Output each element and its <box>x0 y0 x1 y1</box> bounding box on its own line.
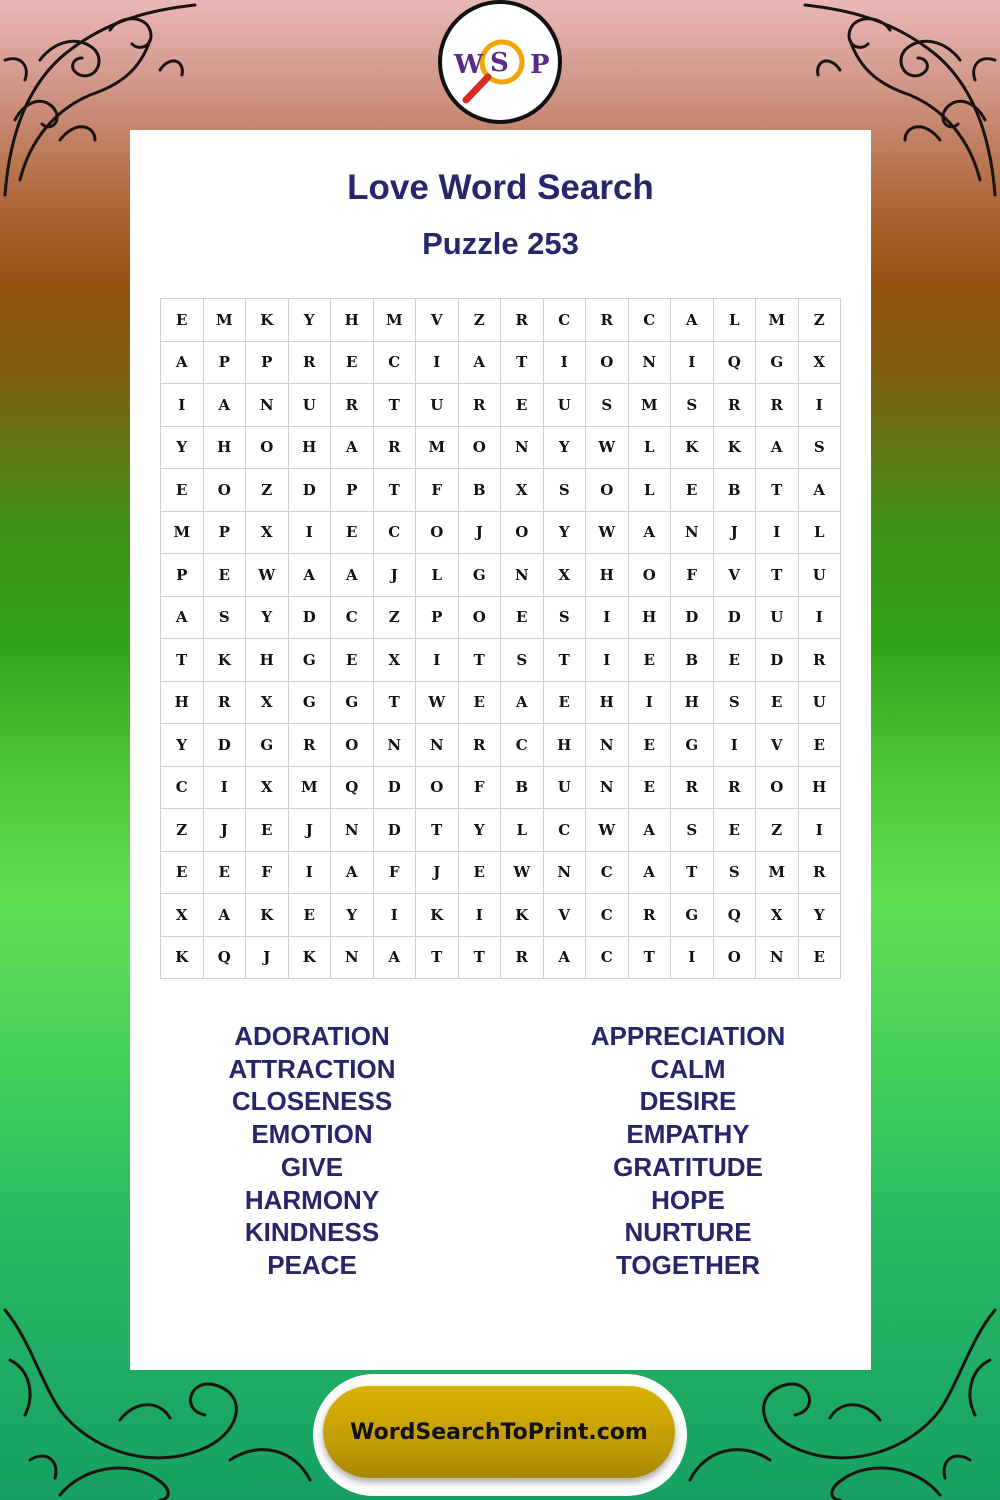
logo-letter: P <box>530 50 550 80</box>
grid-cell[interactable]: K <box>714 427 757 470</box>
grid-cell[interactable]: R <box>629 894 672 937</box>
grid-cell[interactable]: H <box>204 427 247 470</box>
word-list-right <box>518 1020 858 1282</box>
grid-cell[interactable]: R <box>459 384 502 427</box>
grid-cell[interactable]: T <box>756 469 799 512</box>
grid-cell[interactable]: F <box>246 852 289 895</box>
grid-cell[interactable]: W <box>586 427 629 470</box>
grid-cell[interactable]: S <box>586 384 629 427</box>
grid-cell[interactable]: S <box>544 469 587 512</box>
grid-cell[interactable]: A <box>289 554 332 597</box>
grid-cell[interactable]: P <box>204 342 247 385</box>
grid-cell[interactable]: P <box>161 554 204 597</box>
word-list-item: GIVE <box>280 1151 344 1182</box>
grid-cell[interactable]: J <box>204 809 247 852</box>
grid-cell[interactable]: L <box>629 469 672 512</box>
grid-cell[interactable]: X <box>246 512 289 555</box>
grid-cell[interactable]: C <box>586 852 629 895</box>
grid-cell[interactable]: U <box>756 597 799 640</box>
grid-cell[interactable]: P <box>416 597 459 640</box>
grid-cell[interactable]: G <box>671 894 714 937</box>
grid-cell[interactable]: Y <box>161 427 204 470</box>
grid-cell[interactable]: E <box>544 682 587 725</box>
grid-cell[interactable]: O <box>586 342 629 385</box>
grid-cell[interactable]: T <box>374 469 417 512</box>
grid-cell[interactable]: O <box>756 767 799 810</box>
grid-cell[interactable]: Z <box>246 469 289 512</box>
grid-cell[interactable]: H <box>544 724 587 767</box>
grid-cell[interactable]: H <box>629 597 672 640</box>
word-list-left <box>142 1020 482 1282</box>
grid-cell[interactable]: R <box>501 299 544 342</box>
grid-cell[interactable]: W <box>586 512 629 555</box>
grid-cell[interactable]: D <box>671 597 714 640</box>
grid-cell[interactable]: V <box>756 724 799 767</box>
grid-cell[interactable]: B <box>501 767 544 810</box>
grid-cell[interactable]: N <box>374 724 417 767</box>
page-title: Love Word Search <box>347 168 654 207</box>
grid-cell[interactable]: S <box>714 682 757 725</box>
grid-cell[interactable]: Z <box>756 809 799 852</box>
word-list-item: HARMONY <box>244 1184 380 1215</box>
grid-cell[interactable]: B <box>714 469 757 512</box>
grid-cell[interactable]: A <box>629 512 672 555</box>
grid-cell[interactable]: H <box>799 767 842 810</box>
grid-cell[interactable]: A <box>671 299 714 342</box>
grid-cell[interactable]: C <box>629 299 672 342</box>
grid-cell[interactable]: H <box>586 682 629 725</box>
grid-cell[interactable]: Z <box>374 597 417 640</box>
grid-cell[interactable]: N <box>501 554 544 597</box>
grid-cell[interactable]: X <box>246 767 289 810</box>
letter-grid <box>160 298 841 979</box>
grid-cell[interactable]: T <box>501 342 544 385</box>
grid-cell[interactable]: O <box>246 427 289 470</box>
grid-cell[interactable]: O <box>714 937 757 980</box>
grid-cell[interactable]: M <box>374 299 417 342</box>
grid-cell[interactable]: T <box>459 639 502 682</box>
grid-cell[interactable]: N <box>501 427 544 470</box>
grid-cell[interactable]: T <box>629 937 672 980</box>
grid-cell[interactable]: S <box>671 384 714 427</box>
grid-cell[interactable]: T <box>671 852 714 895</box>
grid-cell[interactable]: E <box>799 724 842 767</box>
grid-cell[interactable]: L <box>629 427 672 470</box>
grid-cell[interactable]: F <box>374 852 417 895</box>
grid-cell[interactable]: C <box>586 894 629 937</box>
grid-cell[interactable]: N <box>671 512 714 555</box>
grid-cell[interactable]: O <box>459 427 502 470</box>
grid-cell[interactable]: O <box>459 597 502 640</box>
grid-cell[interactable]: E <box>161 299 204 342</box>
grid-cell[interactable]: R <box>289 724 332 767</box>
grid-cell[interactable]: E <box>501 384 544 427</box>
grid-cell[interactable]: U <box>289 384 332 427</box>
grid-cell[interactable]: A <box>204 894 247 937</box>
puzzle-card <box>130 130 871 1370</box>
grid-cell[interactable]: S <box>544 597 587 640</box>
word-list-item: PEACE <box>267 1249 357 1280</box>
grid-cell[interactable]: E <box>161 469 204 512</box>
grid-cell[interactable]: S <box>671 809 714 852</box>
grid-cell[interactable]: R <box>714 384 757 427</box>
grid-cell[interactable]: L <box>416 554 459 597</box>
grid-cell[interactable]: J <box>246 937 289 980</box>
grid-cell[interactable]: K <box>501 894 544 937</box>
grid-cell[interactable]: B <box>459 469 502 512</box>
grid-cell[interactable]: C <box>544 809 587 852</box>
grid-cell[interactable]: H <box>246 639 289 682</box>
word-list-item: GRATITUDE <box>613 1151 763 1182</box>
grid-cell[interactable]: A <box>331 852 374 895</box>
grid-cell[interactable]: D <box>714 597 757 640</box>
grid-cell[interactable]: N <box>544 852 587 895</box>
grid-cell[interactable]: I <box>586 639 629 682</box>
grid-cell[interactable]: D <box>756 639 799 682</box>
grid-cell[interactable]: Y <box>161 724 204 767</box>
grid-cell[interactable]: R <box>671 767 714 810</box>
grid-cell[interactable]: I <box>799 384 842 427</box>
grid-cell[interactable]: C <box>374 512 417 555</box>
grid-cell[interactable]: P <box>246 342 289 385</box>
grid-cell[interactable]: M <box>756 299 799 342</box>
grid-cell[interactable]: S <box>204 597 247 640</box>
grid-cell[interactable]: R <box>331 384 374 427</box>
grid-cell[interactable]: A <box>544 937 587 980</box>
grid-cell[interactable]: N <box>246 384 289 427</box>
grid-cell[interactable]: A <box>756 427 799 470</box>
word-list-item: ATTRACTION <box>228 1053 396 1084</box>
grid-cell[interactable]: G <box>756 342 799 385</box>
grid-cell[interactable]: D <box>289 597 332 640</box>
grid-cell[interactable]: E <box>714 809 757 852</box>
grid-cell[interactable]: A <box>629 809 672 852</box>
grid-cell[interactable]: M <box>629 384 672 427</box>
grid-cell[interactable]: U <box>799 554 842 597</box>
grid-cell[interactable]: E <box>289 894 332 937</box>
grid-cell[interactable]: N <box>586 767 629 810</box>
grid-cell[interactable]: E <box>204 852 247 895</box>
grid-cell[interactable]: B <box>671 639 714 682</box>
grid-cell[interactable]: I <box>289 852 332 895</box>
grid-cell[interactable]: Q <box>331 767 374 810</box>
grid-cell[interactable]: T <box>374 682 417 725</box>
grid-cell[interactable]: F <box>416 469 459 512</box>
word-list-item: ADORATION <box>234 1021 390 1051</box>
grid-cell[interactable]: I <box>671 342 714 385</box>
grid-cell[interactable]: Y <box>799 894 842 937</box>
grid-cell[interactable]: W <box>246 554 289 597</box>
grid-cell[interactable]: R <box>289 342 332 385</box>
grid-cell[interactable]: K <box>246 894 289 937</box>
grid-cell[interactable]: K <box>204 639 247 682</box>
grid-cell[interactable]: M <box>204 299 247 342</box>
word-list-item: EMOTION <box>251 1119 373 1150</box>
grid-cell[interactable]: E <box>161 852 204 895</box>
grid-cell[interactable]: U <box>416 384 459 427</box>
word-list-item: EMPATHY <box>626 1119 750 1150</box>
site-banner <box>313 1374 687 1496</box>
grid-cell[interactable]: E <box>246 809 289 852</box>
grid-cell[interactable]: A <box>331 427 374 470</box>
grid-cell[interactable]: W <box>416 682 459 725</box>
grid-cell[interactable]: E <box>756 682 799 725</box>
grid-cell[interactable]: O <box>416 512 459 555</box>
grid-cell[interactable]: N <box>586 724 629 767</box>
grid-cell[interactable]: A <box>459 342 502 385</box>
grid-cell[interactable]: O <box>416 767 459 810</box>
grid-cell[interactable]: R <box>374 427 417 470</box>
grid-cell[interactable]: Y <box>246 597 289 640</box>
grid-cell[interactable]: E <box>629 639 672 682</box>
grid-cell[interactable]: N <box>629 342 672 385</box>
grid-cell[interactable]: A <box>161 597 204 640</box>
grid-cell[interactable]: A <box>204 384 247 427</box>
grid-cell[interactable]: E <box>331 342 374 385</box>
grid-cell[interactable]: R <box>799 639 842 682</box>
grid-cell[interactable]: A <box>799 469 842 512</box>
word-list-item: NURTURE <box>624 1217 752 1248</box>
site-link-button[interactable] <box>323 1386 675 1478</box>
grid-cell[interactable]: I <box>416 342 459 385</box>
grid-cell[interactable]: F <box>459 767 502 810</box>
word-list-item: TOGETHER <box>616 1249 760 1280</box>
grid-cell[interactable]: A <box>161 342 204 385</box>
grid-cell[interactable]: I <box>714 724 757 767</box>
grid-cell[interactable]: U <box>544 767 587 810</box>
site-name: WordSearchToPrint.com <box>350 1419 648 1445</box>
grid-cell[interactable]: R <box>756 384 799 427</box>
grid-cell[interactable]: I <box>586 597 629 640</box>
grid-cell[interactable]: D <box>289 469 332 512</box>
grid-cell[interactable]: H <box>331 299 374 342</box>
grid-cell[interactable]: I <box>459 894 502 937</box>
grid-cell[interactable]: D <box>374 767 417 810</box>
grid-cell[interactable]: Y <box>289 299 332 342</box>
grid-cell[interactable]: I <box>799 597 842 640</box>
grid-cell[interactable]: H <box>586 554 629 597</box>
grid-cell[interactable]: O <box>331 724 374 767</box>
grid-cell[interactable]: T <box>416 937 459 980</box>
grid-cell[interactable]: Z <box>799 299 842 342</box>
grid-cell[interactable]: S <box>714 852 757 895</box>
grid-cell[interactable]: C <box>161 767 204 810</box>
grid-cell[interactable]: I <box>671 937 714 980</box>
grid-cell[interactable]: R <box>501 937 544 980</box>
grid-cell[interactable]: E <box>204 554 247 597</box>
grid-cell[interactable]: V <box>544 894 587 937</box>
grid-cell[interactable]: R <box>204 682 247 725</box>
word-list-item: APPRECIATION <box>590 1021 786 1051</box>
word-list-item: CLOSENESS <box>231 1086 393 1117</box>
grid-cell[interactable]: I <box>629 682 672 725</box>
grid-cell[interactable]: I <box>544 342 587 385</box>
grid-cell[interactable]: J <box>374 554 417 597</box>
grid-cell[interactable]: C <box>544 299 587 342</box>
grid-cell[interactable]: E <box>629 724 672 767</box>
grid-cell[interactable]: E <box>671 469 714 512</box>
grid-cell[interactable]: K <box>246 299 289 342</box>
grid-cell[interactable]: M <box>756 852 799 895</box>
grid-cell[interactable]: D <box>204 724 247 767</box>
grid-cell[interactable]: D <box>374 809 417 852</box>
grid-cell[interactable]: G <box>246 724 289 767</box>
grid-cell[interactable]: T <box>459 937 502 980</box>
logo-letter: S <box>490 48 509 78</box>
grid-cell[interactable]: A <box>629 852 672 895</box>
grid-cell[interactable]: E <box>331 512 374 555</box>
grid-cell[interactable]: I <box>756 512 799 555</box>
grid-cell[interactable]: G <box>331 682 374 725</box>
grid-cell[interactable]: I <box>161 384 204 427</box>
grid-cell[interactable]: K <box>161 937 204 980</box>
grid-cell[interactable]: X <box>544 554 587 597</box>
grid-cell[interactable]: W <box>501 852 544 895</box>
grid-cell[interactable]: J <box>289 809 332 852</box>
grid-cell[interactable]: K <box>416 894 459 937</box>
grid-cell[interactable]: R <box>586 299 629 342</box>
grid-cell[interactable]: X <box>501 469 544 512</box>
grid-cell[interactable]: R <box>459 724 502 767</box>
grid-cell[interactable]: C <box>374 342 417 385</box>
grid-cell[interactable]: H <box>671 682 714 725</box>
grid-cell[interactable]: P <box>204 512 247 555</box>
grid-cell[interactable]: N <box>331 937 374 980</box>
grid-cell[interactable]: O <box>629 554 672 597</box>
grid-cell[interactable]: W <box>586 809 629 852</box>
grid-cell[interactable]: Q <box>714 894 757 937</box>
grid-cell[interactable]: E <box>714 639 757 682</box>
grid-cell[interactable]: S <box>799 427 842 470</box>
word-list-item: DESIRE <box>639 1086 737 1117</box>
grid-cell[interactable]: C <box>331 597 374 640</box>
grid-cell[interactable]: L <box>799 512 842 555</box>
grid-cell[interactable]: Y <box>459 809 502 852</box>
grid-cell[interactable]: N <box>756 937 799 980</box>
grid-cell[interactable]: S <box>501 639 544 682</box>
grid-cell[interactable]: T <box>161 639 204 682</box>
grid-cell[interactable]: J <box>714 512 757 555</box>
grid-cell[interactable]: Q <box>204 937 247 980</box>
grid-cell[interactable]: J <box>459 512 502 555</box>
wsp-logo[interactable] <box>438 0 562 124</box>
grid-cell[interactable]: G <box>671 724 714 767</box>
grid-cell[interactable]: L <box>501 809 544 852</box>
grid-cell[interactable]: X <box>246 682 289 725</box>
grid-cell[interactable]: R <box>714 767 757 810</box>
grid-cell[interactable]: E <box>459 682 502 725</box>
grid-cell[interactable]: G <box>459 554 502 597</box>
grid-cell[interactable]: X <box>799 342 842 385</box>
grid-cell[interactable]: E <box>501 597 544 640</box>
grid-cell[interactable]: F <box>671 554 714 597</box>
grid-cell[interactable]: T <box>756 554 799 597</box>
grid-cell[interactable]: G <box>289 639 332 682</box>
grid-cell[interactable]: T <box>374 384 417 427</box>
grid-cell[interactable]: Q <box>714 342 757 385</box>
grid-cell[interactable]: O <box>204 469 247 512</box>
puzzle-number: Puzzle 253 <box>422 226 579 261</box>
grid-cell[interactable]: H <box>161 682 204 725</box>
grid-cell[interactable]: R <box>799 852 842 895</box>
grid-cell[interactable]: Z <box>161 809 204 852</box>
grid-cell[interactable]: Z <box>459 299 502 342</box>
grid-cell[interactable]: X <box>161 894 204 937</box>
grid-cell[interactable]: H <box>289 427 332 470</box>
grid-cell[interactable]: N <box>416 724 459 767</box>
grid-cell[interactable]: K <box>289 937 332 980</box>
grid-cell[interactable]: E <box>459 852 502 895</box>
grid-cell[interactable]: C <box>586 937 629 980</box>
word-list-item: KINDNESS <box>244 1217 380 1248</box>
grid-cell[interactable]: L <box>714 299 757 342</box>
grid-cell[interactable]: E <box>629 767 672 810</box>
grid-cell[interactable]: U <box>544 384 587 427</box>
grid-cell[interactable]: Y <box>544 427 587 470</box>
grid-cell[interactable]: I <box>289 512 332 555</box>
grid-cell[interactable]: V <box>416 299 459 342</box>
grid-cell[interactable]: E <box>331 639 374 682</box>
grid-cell[interactable]: T <box>544 639 587 682</box>
grid-cell[interactable]: A <box>501 682 544 725</box>
grid-cell[interactable]: O <box>501 512 544 555</box>
grid-cell[interactable]: M <box>416 427 459 470</box>
word-list-item: HOPE <box>651 1184 725 1215</box>
grid-cell[interactable]: T <box>416 809 459 852</box>
grid-cell[interactable]: I <box>204 767 247 810</box>
grid-cell[interactable]: J <box>416 852 459 895</box>
grid-cell[interactable]: V <box>714 554 757 597</box>
grid-cell[interactable]: Y <box>544 512 587 555</box>
grid-cell[interactable]: O <box>586 469 629 512</box>
grid-cell[interactable]: M <box>289 767 332 810</box>
grid-cell[interactable]: P <box>331 469 374 512</box>
grid-cell[interactable]: X <box>374 639 417 682</box>
grid-cell[interactable]: U <box>799 682 842 725</box>
grid-cell[interactable]: C <box>501 724 544 767</box>
grid-cell[interactable]: G <box>289 682 332 725</box>
grid-cell[interactable]: A <box>331 554 374 597</box>
grid-cell[interactable]: N <box>331 809 374 852</box>
word-list-item: CALM <box>650 1053 726 1084</box>
grid-cell[interactable]: M <box>161 512 204 555</box>
grid-cell[interactable]: I <box>374 894 417 937</box>
grid-cell[interactable]: E <box>799 937 842 980</box>
grid-cell[interactable]: K <box>671 427 714 470</box>
grid-cell[interactable]: I <box>799 809 842 852</box>
logo-letter: W <box>454 50 484 80</box>
grid-cell[interactable]: A <box>374 937 417 980</box>
grid-cell[interactable]: X <box>756 894 799 937</box>
grid-cell[interactable]: Y <box>331 894 374 937</box>
grid-cell[interactable]: I <box>416 639 459 682</box>
